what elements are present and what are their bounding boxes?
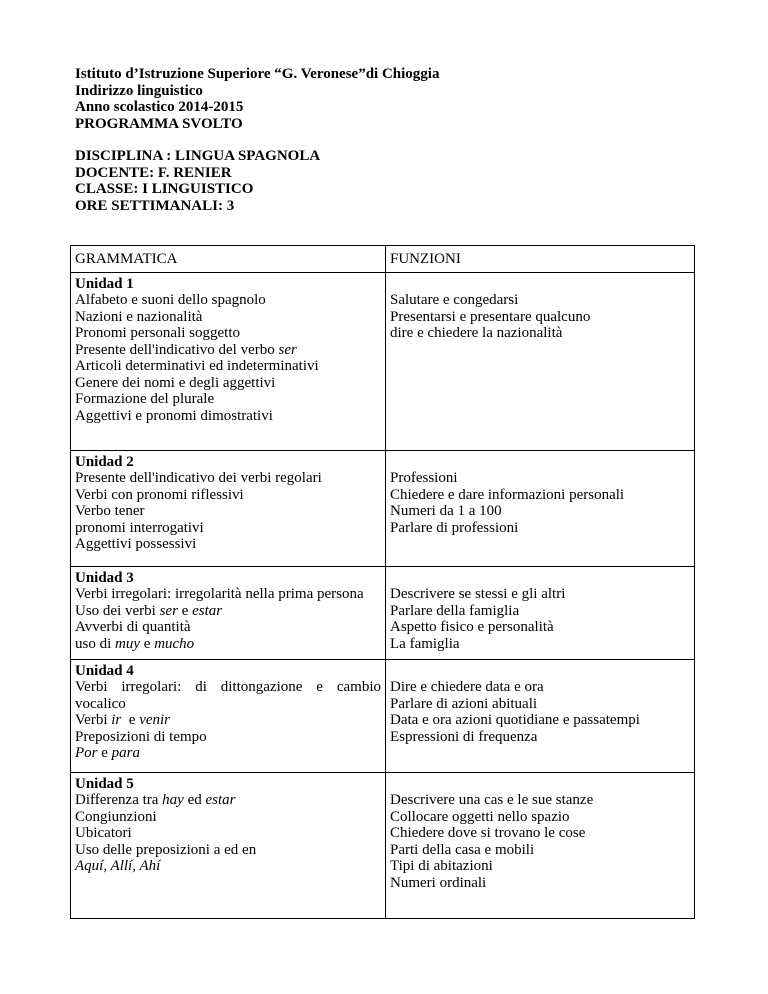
functions-cell: [386, 272, 695, 450]
grammar-item: Aggettivi e pronomi dimostrativi: [75, 407, 273, 424]
function-item: Salutare e congedarsi: [390, 292, 519, 308]
grammar-item: Aquí, Allí, Ahí: [75, 858, 161, 874]
institute-name: Istituto d’Istruzione Superiore “G. Veronese”di Chioggia: [75, 66, 440, 82]
function-item: Descrivere una cas e le sue stanze: [390, 792, 594, 808]
grammar-item: Congiunzioni: [75, 808, 157, 825]
document-header: [75, 66, 439, 132]
function-item: Data e ora azioni quotidiane e passatempi: [390, 712, 640, 728]
function-item: Descrivere se stessi e gli altri: [390, 586, 566, 602]
grammar-item: Avverbi di quantità: [75, 619, 191, 635]
grammar-item: Articoli determinativi ed indeterminativi: [75, 358, 319, 374]
function-item: La famiglia: [390, 635, 460, 652]
course-info: [75, 148, 320, 214]
table-row: [71, 566, 695, 659]
weekly-hours: ORE SETTIMANALI: 3: [75, 197, 235, 214]
function-item: dire e chiedere la nazionalità: [390, 325, 563, 341]
function-item: Parlare della famiglia: [390, 602, 520, 619]
school-year: Anno scolastico 2014-2015: [75, 99, 244, 115]
grammar-cell: [71, 272, 386, 450]
grammar-cell: [71, 772, 386, 918]
grammar-item: uso di muy e mucho: [75, 635, 195, 652]
grammar-item: Uso dei verbi ser e estar: [75, 602, 223, 619]
functions-cell: [386, 772, 695, 918]
grammar-item: Alfabeto e suoni dello spagnolo: [75, 292, 266, 308]
grammar-item: Genere dei nomi e degli aggettivi: [75, 374, 276, 391]
function-item: Numeri da 1 a 100: [390, 503, 502, 519]
function-item: Chiedere dove si trovano le cose: [390, 825, 586, 841]
functions-cell: [386, 659, 695, 772]
function-item: Parlare di azioni abituali: [390, 695, 538, 712]
grammar-item: Verbi ir e venir: [75, 712, 171, 728]
unit-title: Unidad 5: [75, 775, 134, 792]
unit-title: Unidad 2: [75, 453, 134, 470]
grammar-item: Preposizioni di tempo: [75, 728, 207, 745]
function-item: Dire e chiedere data e ora: [390, 679, 544, 695]
grammar-cell: [71, 659, 386, 772]
unit-title: Unidad 4: [75, 662, 134, 679]
grammar-item: Verbo tener: [75, 503, 145, 519]
function-item: Collocare oggetti nello spazio: [390, 808, 570, 825]
grammar-item: Uso delle preposizioni a ed en: [75, 841, 257, 858]
grammar-item: Verbi con pronomi riflessivi: [75, 486, 244, 503]
function-item: Parlare di professioni: [390, 519, 519, 536]
functions-cell: [386, 450, 695, 566]
column-header-functions: FUNZIONI: [386, 246, 695, 273]
track-name: Indirizzo linguistico: [75, 82, 203, 99]
discipline: DISCIPLINA : LINGUA SPAGNOLA: [75, 148, 321, 164]
function-item: Aspetto fisico e personalità: [390, 619, 554, 635]
table-row: [71, 772, 695, 918]
program-table: [70, 245, 695, 919]
column-header-grammar: GRAMMATICA: [71, 246, 386, 273]
table-row: [71, 272, 695, 450]
teacher: DOCENTE: F. RENIER: [75, 164, 232, 181]
unit-title: Unidad 1: [75, 275, 134, 292]
grammar-item: Formazione del plurale: [75, 391, 215, 407]
grammar-item: vocalico: [75, 695, 126, 712]
table-row: [71, 450, 695, 566]
function-item: Chiedere e dare informazioni personali: [390, 486, 625, 503]
class: CLASSE: I LINGUISTICO: [75, 181, 254, 197]
grammar-cell: [71, 450, 386, 566]
grammar-item: Nazioni e nazionalità: [75, 308, 203, 325]
grammar-item: Presente dell'indicativo del verbo ser: [75, 341, 297, 358]
table-header-row: [71, 246, 695, 273]
function-item: Espressioni di frequenza: [390, 728, 538, 745]
grammar-item: Pronomi personali soggetto: [75, 325, 240, 341]
grammar-item: Verbi irregolari: di dittongazione e cambio: [75, 679, 381, 695]
grammar-item: pronomi interrogativi: [75, 519, 204, 536]
unit-title: Unidad 3: [75, 569, 134, 586]
function-item: Tipi di abitazioni: [390, 858, 493, 874]
functions-cell: [386, 566, 695, 659]
function-item: Professioni: [390, 470, 458, 486]
function-item: Numeri ordinali: [390, 874, 487, 891]
function-item: Parti della casa e mobili: [390, 841, 535, 858]
grammar-item: Differenza tra hay ed estar: [75, 792, 236, 808]
table-row: [71, 659, 695, 772]
grammar-item: Aggettivi possessivi: [75, 536, 197, 552]
function-item: Presentarsi e presentare qualcuno: [390, 308, 591, 325]
document-title: PROGRAMMA SVOLTO: [75, 115, 243, 132]
grammar-item: Presente dell'indicativo dei verbi regolari: [75, 470, 322, 486]
grammar-cell: [71, 566, 386, 659]
grammar-item: Verbi irregolari: irregolarità nella prima persona: [75, 586, 364, 602]
grammar-item: Por e para: [75, 745, 141, 761]
grammar-item: Ubicatori: [75, 825, 132, 841]
